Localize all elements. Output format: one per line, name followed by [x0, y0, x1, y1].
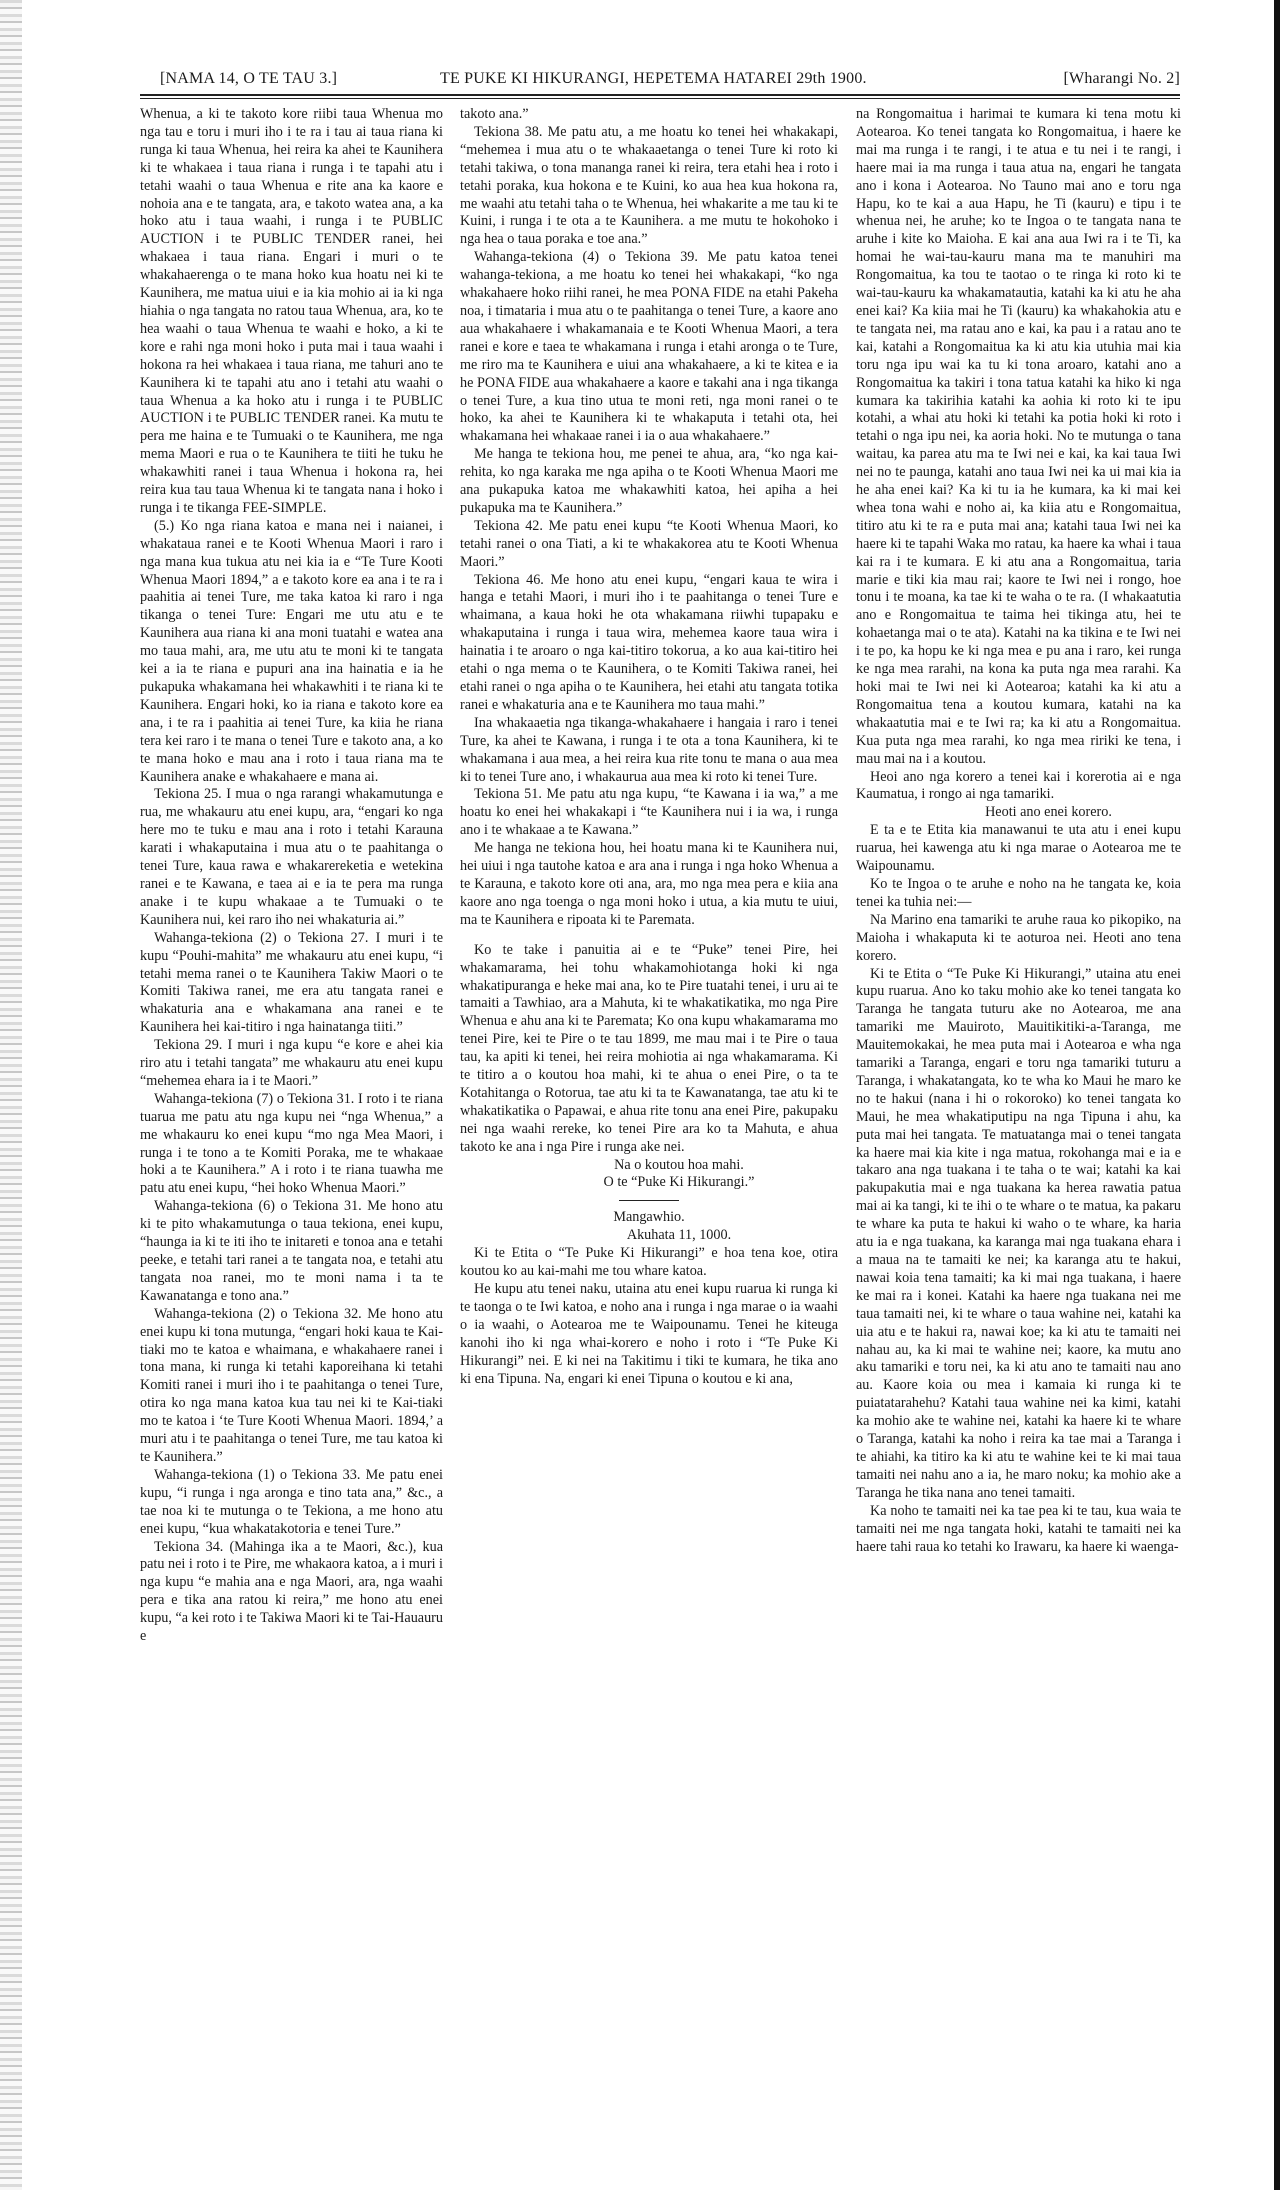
paragraph: Tekiona 38. Me patu atu, a me hoatu ko tenei hei whakakapi, “mehemea i mua atu o te whakaaetanga o tenei Ture ki roto ki tetahi takiwa, o tona mananga ranei ki reira, tera etahi hea i roto i tetahi poraka, kua hokona e te Kuini, ko aua hea kua hokona ra, me waahi atu tetahi taha o te Whenua, hei whakarite a me tau ki te Kuini, i runga i te ota a te Kaunihera. a me mutu te hokohoko i nga hea o taua poraka e toe ana.”	[460, 123, 838, 248]
paragraph: Wahanga-tekiona (1) o Tekiona 33. Me patu enei kupu, “i runga i nga aronga e tino tata ana,” &c., a tae noa ki te mutunga o te Tekiona, a me hono atu enei kupu, “kua whakatakotoria e tenei Ture.”	[140, 1466, 443, 1537]
page-number: [Wharangi No. 2]	[1063, 70, 1180, 87]
scan-border	[1274, 0, 1280, 2190]
paragraph: Tekiona 51. Me patu atu nga kupu, “te Kawana i ia wa,” a me hoatu ko enei hei whakakapi i “te Kaunihera nui i ia wa, i runga ano i te whakaae a te Kawana.”	[460, 786, 838, 839]
paragraph: Ina whakaaetia nga tikanga-whakahaere i hangaia i raro i tenei Ture, ka ahei te Kawana, i runga i te ota a tona Kaunihera, ki te whakamana i aua mea, a hei reira kua rite tonu te mana o aua mea ki to tenei Ture ano, i whakaurua aua mea ki roto ki tenei Ture.	[460, 714, 838, 785]
paragraph: Ko te take i panuitia ai e te “Puke” tenei Pire, hei whakamarama, hei tohu whakamohiotanga hoki ki nga whakatipuranga e heke mai ana, ko te Pire tuatahi tenei, i uru ai te tamaiti a Tawhiao, ara a Mahuta, ki te whakatikatika, mo nga Pire Whenua e ahu ana ki te Paremata; Ko ona kupu whakamarama mo tenei Pire, kei te Pire o te tau 1899, me mau mai i te Pire o taua tau, ka apiti ki tenei, hei reira mohiotia ai nga whakamarama. Ki te titiro a o koutou hoa mahi, ki te ahua o enei Pire, o ta te Kotahitanga o Rotorua, tae atu ki ta te Kawanatanga, tae atu ki te whakatikatika o Papawai, e ahua rite tonu ana enei Pire, pakupaku nei nga waahi rereke, ko tenei Pire ara ko ta Mahuta, e ahua takoto ke ana i nga Pire i runga ake nei.	[460, 941, 838, 1155]
paragraph: Wahanga-tekiona (6) o Tekiona 31. Me hono atu ki te pito whakamutunga o taua tekiona, enei kupu, “haunga ia ki te iti iho te initareti e tonoa ana e tetahi peeke, e tetahi tari ranei a te tangata noa, e tetahi atu tangata noa ranei, mo te moni nama i ta te Kawanatanga e tono ana.”	[140, 1198, 443, 1304]
paragraph: Me hanga te tekiona hou, me penei te ahua, ara, “ko nga kai-rehita, ko nga karaka me nga apiha o te Kooti Whenua Maori me ana pukapuka katoa me whakawhiti katoa, hei apiha a hei pukapuka ma te Kaunihera.”	[460, 446, 838, 516]
header-rule-thin	[140, 98, 1180, 99]
article-heading-line: Na o koutou hoa mahi.	[614, 1156, 744, 1173]
header-rule	[140, 94, 1180, 96]
article-heading-line: O te “Puke Ki Hikurangi.”	[603, 1174, 755, 1191]
column-middle	[460, 106, 838, 1388]
paragraph: Tekiona 42. Me patu enei kupu “te Kooti Whenua Maori, ko tetahi ranei o ona Tiati, a ki te whakakorea atu te Kooti Whenua Maori.”	[460, 517, 838, 570]
paragraph: Tekiona 46. Me hono atu enei kupu, “engari kaua te wira i hanga e tetahi Maori, i muri iho i te paahitanga o tenei Ture e whaimana, a kaua hoki he ota whakamana riiwhi tupapaku e whakaputaina i runga i taua wira, mehemea kaore taua wira i hainatia i te aroaro o nga kai-titiro tokorua, a ko aua kai-titiro hei etahi o nga mema o te Kaunihera, o te Komiti Takiwa ranei, hei etahi ranei o nga apiha o te Kaunihera, hei etahi atu tangata totika ranei e whakaturia ana e te Kaunihera mo taua mahi.”	[460, 571, 838, 713]
article-heading-line: Akuhata 11, 1000.	[626, 1227, 732, 1244]
paragraph: Tekiona 34. (Mahinga ika a te Maori, &c.), kua patu nei i roto i te Pire, me whakaora katoa, a i muri i nga kupu “e mahia ana e nga Maori, ara, nga waahi pera e tika ana ratou ki reira,” me hono atu enei kupu, “a kei roto i te Takiwa Maori ki te Tai-Hauauru e	[140, 1538, 443, 1645]
paragraph: Ka noho te tamaiti nei ka tae pea ki te tau, kua waia te tamaiti nei me nga tangata hoki, katahi te tamaiti nei ka haere tahi raua ko tetahi ko Irawaru, ka haere ki waenga-	[856, 1502, 1181, 1555]
spacer	[460, 930, 838, 942]
paragraph: takoto ana.”	[460, 106, 529, 122]
paragraph: E ta e te Etita kia manawanui te uta atu i enei kupu ruarua, hei kawenga atu ki nga marae o Aotearoa me te Waipounamu.	[856, 822, 1181, 875]
paragraph: Whenua, a ki te takoto kore riibi taua Whenua mo nga tau e toru i muri iho i te ra i tau ai taua riana ki runga ki taua Whenua, hei reira ka ahei te Kaunihera ki te whakaea i taua riana i runga i te tapahi atu i tetahi waahi o taua Whenua e rite ana ka kaore e nohoia ana e te tangata, ara, e takoto watea ana, a ka hoko atu i taua waahi, i runga i te PUBLIC AUCTION i te PUBLIC TENDER ranei, hei whakaea i taua riana. Engari i muri o te whakahaerenga o te mana hoko kua hoatu nei ki te Kaunihera, me matua uiui e ia kia mohio ai ia ki nga hiahia o nga tangata no ratou taua Whenua, ara, ko te hea waahi o taua Whenua te waahi e hoko, a ki te kore e rahi nga moni hoko i puta mai i taua waahi i hokona ra hei whakaea i taua riana, me tahuri ano te Kaunihera ki te tapahi atu ano i tetahi atu waahi o taua Whenua a ka hoko atu i runga i te PUBLIC AUCTION i te PUBLIC TENDER ranei. Ka mutu te pera me haina e te Tumuaki o te Kaunihera, me nga mema Maori e rua o te Kaunihera te tiiti he tuku he whakawhiti ranei i taua Whenua i hokona ra, hei reira kua tau taua Whenua ki te tangata nana i hoko i runga i te tikanga FEE-SIMPLE.	[140, 106, 443, 516]
paragraph: Heoi ano nga korero a tenei kai i korerotia ai e nga Kaumatua, i rongo ai nga tamariki.	[856, 768, 1181, 803]
article-heading-line: Heoti ano enei korero.	[985, 804, 1112, 821]
paragraph: (5.) Ko nga riana katoa e mana nei i naianei, i whakataua ranei e te Kooti Whenua Maori i raro i nga mana kua tukua atu nei kia ia e “Te Ture Kooti Whenua Maori 1894,” a e takoto kore ea ana i te ra i paahitia ai tenei Ture, me taka katoa ki raro i nga tikanga o tenei Ture: Engari me utu atu e te Kaunihera aua riana ki ana moni tuatahi e watea ana mo taua mahi, ara, me utu atu te moni ki te tangata kei a ia te riana e pupuri ana ina hainatia e ia he pukapuka whakamana hei whakawhiti i te riana ki te Kaunihera. Engari hoki, ko ia riana e takoto kore ea ana, i te ra i paahitia ai tenei Ture, ka kiia he riana tera kei raro i te mana o tenei Ture e takoto ana, a ko te mana hoko e mau ana i roto i taua riana ma te Kaunihera anake e whakahaere e mana ai.	[140, 517, 443, 785]
paragraph: Tekiona 29. I muri i nga kupu “e kore e ahei kia riro atu i tetahi tangata” me whakauru atu enei kupu “mehemea ehara ia i te Maori.”	[140, 1037, 443, 1089]
paragraph: Me hanga ne tekiona hou, hei hoatu mana ki te Kaunihera nui, hei uiui i nga tautohe katoa e ara ana i runga i nga hoko Whenua a te Karauna, e takoto kore oti ana, ara, mo nga mea pera e kiia ana kaore ano nga toenga o nga moni hoko i utua, a kia mutu te uiui, ma te Kaunihera e ripoata ki te Paremata.	[460, 840, 838, 928]
column-left	[140, 106, 443, 1646]
paragraph: Wahanga-tekiona (7) o Tekiona 31. I roto i te riana tuarua me patu atu nga kupu nei “nga Whenua,” a me whakauru ko enei kupu “mo nga Mea Maori, i runga i te tono a te Komiti Poraka, me te whakaae hoki a te Kaunihera.” A i roto i te riana tuawha me patu atu enei kupu, “hei hoko Whenua Maori.”	[140, 1090, 443, 1197]
paragraph: na Rongomaitua i harimai te kumara ki tena motu ki Aotearoa. Ko tenei tangata ko Rongomaitua, i haere ke mai ma runga i te rangi, i te atua e tu nei i te rangi, i haere mai ia ma runga i taua atua na, engari he tangata ano i kona i Aotearoa. No Tauno mai ano e toru nga Hapu, ko te kai a aua Hapu, he Ti (kauru) e tipu i te whenua nei, he aruhe; ko te Ingoa o te tangata nana te aruhe i kite ko Maioha. E kai ana aua Iwi ra i te Ti, ka homai he wai-tau-kauru mana ma te manuhiri ma Rongomaitua, ka tou te taotao o te ringa ki roto ki te wai-tau-kauru ka whakamatautia, katahi ka ki atu he aha enei kai? Ka kiia mai he Ti (kauru) ka whakahokia atu e te tangata nei, ma ratau ano e kai, ka pau i a ratau ano te kai, katahi a Rongomaitua ka ki atu kia utuhia mai kia toru nga ipu wai ka tu ki tona aroaro, katahi ano a Rongomaitua ka takiri i tona tatua katahi ka hiko ki nga kumara ka takirihia katahi ka aohia ki roto ki te ipu kotahi, a whai atu hoki ki tetahi ka potia hoki ki roto i tetahi o nga ipu nei, ka aoria hoki. No te mutunga o tana waitau, ka parea atu ma te Iwi nei e kai, ka kai taua Iwi nei no te paunga, katahi ano taua Iwi nei ka ui mai kia ia he aha enei kai? Ka ki tu ia he kumara, ka ki mai kei whea tona wahi e noho ai, ka kiia atu e Rongomaitua, titiro atu ki te ra e puta mai ana; katahi taua Iwi nei ka haere ki te tapahi Waka mo ratau, ka haere ka whai i taua kai ra i te kumara. E ki atu ana a Rongomaitua, taria marie e tiki kia mau rai; kaore te Iwi nei i rongo, hoe tonu i te moana, ka tae ki te waha o te ra. (I whakaatutia ano e Rongomaitua te taima hei tikinga atu, hei te kohaetanga mai o te ata). Katahi na ka tikina e te Iwi nei i te po, ka hopu ke ki nga mea e pu ana i raro, kei runga ke nga mea rarahi, na kona ka puta nga mea rarahi. Ka hoki mai te Iwi nei ki Aotearoa; katahi ka ki atu a Rongomaitua tena a koutou kumara, katahi na ka whakaatutia mai e te Iwi ra; ka ki atu a Rongomaitua. Kua puta nga mea rarahi, ko nga mea ririki ke tena, i mau mai na i a koutou.	[856, 106, 1181, 767]
paragraph: Wahanga-tekiona (2) o Tekiona 27. I muri i te kupu “Pouhi-mahita” me whakauru atu enei kupu, “i tetahi mema ranei o te Kaunihera Takiw Maori o te Komiti Takiwa ranei, me era atu tangata ranei e whakaturia ana e whakamana ana ranei e te Kaunihera hei kai-titiro i nga hainatanga tiiti.”	[140, 929, 443, 1036]
article-heading-line: Mangawhio.	[613, 1209, 685, 1226]
paragraph: Ki te Etita o “Te Puke Ki Hikurangi,” utaina atu enei kupu ruarua. Ano ko taku mohio ake ko tenei tangata ko Taranga he tangata tuturu ake no Aotearoa, me ana tamariki me Mauiroto, Mauitikitiki-a-Taranga, me Mauitemokakai, he mea puta mai i Aotearoa e wha nga tamariki a Taranga, engari e toru nga tamariki tuturu a Taranga, i whakatangata, ko te wha ko Maui he maro ke no te hakui (nana i hi o rokoroko) ko tenei tangata ko Maui, he mea whakatiputipu na nga Tipuna i ahu, ka puta mai hei tangata. Te matuatanga mai o tenei tangata ka haere mai kia kite i nga matua, rokohanga mai e ia e takaro ana nga tuakana i te taha o te wai; katahi ka kai pakupakutia mai e nga tuakana ka herea rawatia patua mai ai ka tangi, ki te ihi o te whare o te matua, ka pakaru te whare ka puta te hakui ki waho o te whare, ka haria atu ia e nga tuakana, ka karanga mai nga tuakana ehara i a maua na te tamaiti ke nei; ka karanga atu te hakui, nawai koia tena tamaiti; ka ki mai nga tuakana, i haere ke mai ra i konei. Katahi ka haere nga tuakana nei me taua tamaiti nei, ki te whare o taua wahine nei, katahi ka uia atu e te hakui ra, nawai koe; ka ki atu te tamaiti nei nahau au, ka ki mai te wahine nei; kaore, ka mutu ano aku tamariki e toru nei, ka ki atu ano te tamaiti nau ano au. Kaore koia ou mea i kamaia ki runga ki te puiatatarahehu? Katahi taua wahine nei ka kimi, katahi ka mohio ake te wahine nei, katahi ka haere ki te whare o Taranga, katahi ka noho i reira ka tae mai a Taranga i te ahiahi, ka titiro ka ki atu te wahine kei te ki mai taua tamaiti nei nahu ano a ia, he maro noku; ka mohio ake a Taranga he tika nana ano tenei tamaiti.	[856, 965, 1181, 1501]
newspaper-title-date: TE PUKE KI HIKURANGI, HEPETEMA HATAREI 29th 1900.	[440, 70, 867, 87]
paragraph: Ko te Ingoa o te aruhe e noho na he tangata ke, koia tenei ka tuhia nei:—	[856, 875, 1181, 910]
paragraph: Tekiona 25. I mua o nga rarangi whakamutunga e rua, me whakauru atu enei kupu, ara, “engari ko nga here mo te tuku e mau ana i roto i tetahi Karauna karati i whakaputaina i mua atu o te paahitanga o tenei Ture, kaua rawa e whakarereketia e wetekina ranei e te Kawana, e taea ai e ia te pera ma runga anake i te kupu whakaae a te Tumuaki o te Kaunihera nui, kei raro iho nei whakaturia ai.”	[140, 786, 443, 928]
section-divider	[619, 1200, 679, 1201]
scan-edge	[0, 0, 22, 2190]
column-right	[856, 106, 1181, 1556]
page-header	[140, 70, 1180, 94]
paragraph: Wahanga-tekiona (2) o Tekiona 32. Me hono atu enei kupu ki tona mutunga, “engari hoki kaua te Kai-tiaki mo te katoa e whaimana, e whakahaere ranei i tona mana, ki runga ki tetahi kaporeihana ki tetahi Komiti ranei i muri iho i te paahitanga o tenei Ture, otira ko nga mana katoa kua tau nei ki te Kai-tiaki mo te katoa i ‘te Ture Kooti Whenua Maori. 1894,’ a muri atu i te paahitanga o tenei Ture, me tau katoa ki te Kaunihera.”	[140, 1305, 443, 1465]
paragraph: He kupu atu tenei naku, utaina atu enei kupu ruarua ki runga ki te taonga o te Iwi katoa, e noho ana i runga i nga marae o ia waahi o ia waahi, o Aotearoa me te Waipounamu. Tenei he kiteuga kanohi iho ki nga whai-korero e noho i roto i “Te Puke Ki Hikurangi” nei. E ki nei na Takitimu i tiki te kumara, he tika ano ki ena Tipuna. Na, engari ki enei Tipuna o koutou e ki ana,	[460, 1281, 838, 1387]
issue-number: [NAMA 14, O TE TAU 3.]	[160, 70, 338, 87]
paragraph: Ki te Etita o “Te Puke Ki Hikurangi” e hoa tena koe, otira koutou ko au kai-mahi me tou whare katoa.	[460, 1245, 838, 1280]
paragraph: Na Marino ena tamariki te aruhe raua ko pikopiko, na Maioha i whakaputa ki te aoturoa nei. Heoti ano tena korero.	[856, 911, 1181, 964]
paragraph: Wahanga-tekiona (4) o Tekiona 39. Me patu katoa tenei wahanga-tekiona, a me hoatu ko tenei hei whakakapi, “ko nga whakahaere hoko riihi ranei, he mea PONA FIDE na etahi Pakeha noa, i timataria i mua atu o te paahitanga o tenei Ture, a kaore ano aua whakahaere i whakamanaia e te Kooti Whenua Maori, a tera ranei e kore e taea te whakamana i runga i etahi aronga o te Ture, me riro ma te Kaunihera e uiui ana whakahaere, a ki te kitea e ia he PONA FIDE aua whakahaere a kaore e takahi ana i nga tikanga o tenei Ture, a kua tino utua te moni reti, nga moni ranei o te hoko, ka ahei te Kaunihera ki te whakaputa i tetahi ota, hei whakamana hei whakaae ranei i ia o aua whakahaere.”	[460, 249, 838, 445]
